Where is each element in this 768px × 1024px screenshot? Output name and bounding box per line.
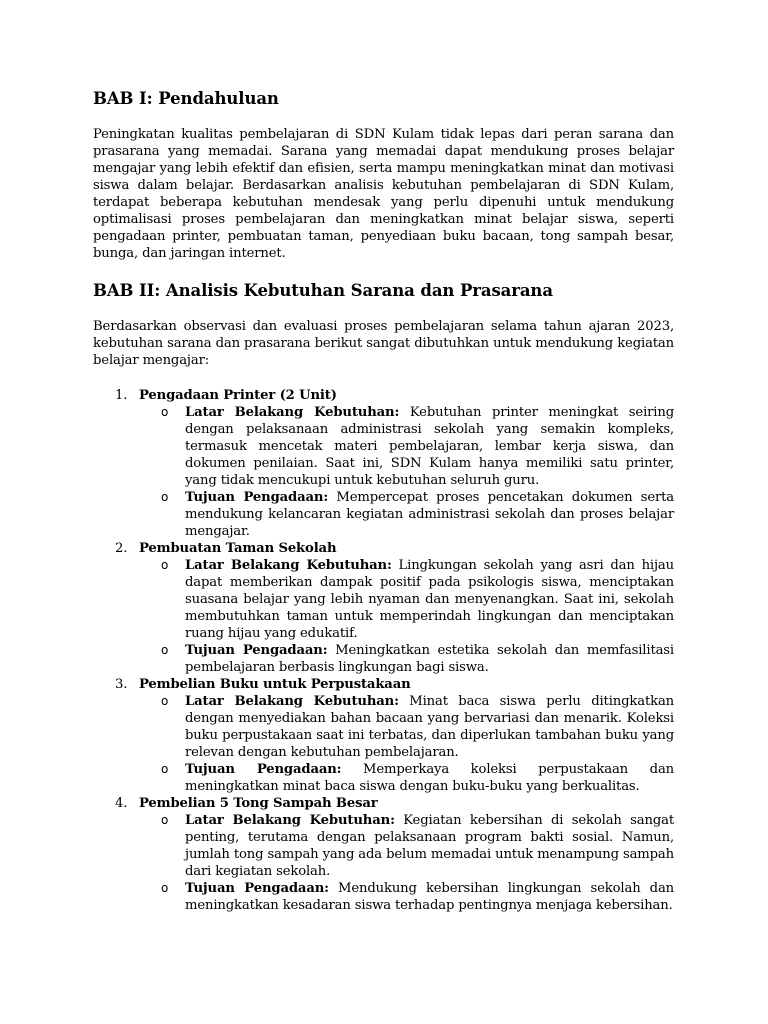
sub-list-item <box>139 761 674 795</box>
bab1-paragraph: Peningkatan kualitas pembelajaran di SDN Kulam tidak lepas dari peran sarana dan prasarana yang memadai. Sarana yang memadai dapat mendukung proses belajar mengajar yang lebih efektif dan efisien, serta mampu meningkatkan minat dan motivasi siswa dalam belajar. Berdasarkan analisis kebutuhan pembelajaran di SDN Kulam, terdapat beberapa kebutuhan mendesak yang perlu dipenuhi untuk mendukung optimalisasi proses pembelajaran dan meningkatkan minat belajar siswa, seperti pengadaan printer, pembuatan taman, penyediaan buku bacaan, tong sampah besar, bunga, dan jaringan internet. <box>93 127 674 261</box>
bab2-heading: BAB II: Analisis Kebutuhan Sarana dan Prasarana <box>93 281 553 300</box>
point-text: Mempercepat proses pencetakan dokumen serta mendukung kelancaran kegiatan administrasi sekolah dan proses belajar mengajar. <box>185 490 675 539</box>
item-number: 4. <box>115 796 128 811</box>
point-label: Tujuan Pengadaan: <box>185 490 329 505</box>
point-text: Lingkungan sekolah yang asri dan hijau dapat memberikan dampak positif pada psikologis siswa, menciptakan suasana belajar yang lebih nyaman dan menyenangkan. Saat ini, sekolah membutuhkan taman untuk memperindah lingkungan dan menciptakan ruang hijau yang edukatif. <box>185 558 674 641</box>
point-text: Mendukung kebersihan lingkungan sekolah dan meningkatkan kesadaran siswa terhadap pentingnya menjaga kebersihan. <box>185 881 675 913</box>
bab2-paragraph: Berdasarkan observasi dan evaluasi proses pembelajaran selama tahun ajaran 2023, kebutuhan sarana dan prasarana berikut sangat dibutuhkan untuk mendukung kegiatan belajar mengajar: <box>93 319 674 368</box>
point-label: Latar Belakang Kebutuhan: <box>185 558 392 573</box>
item-title: Pembuatan Taman Sekolah <box>139 541 337 556</box>
circle-bullet-icon: o <box>161 643 169 657</box>
point-label: Latar Belakang Kebutuhan: <box>185 813 395 828</box>
sub-list-item <box>139 693 674 761</box>
point-label: Tujuan Pengadaan: <box>185 643 328 658</box>
sub-list-item <box>139 557 674 642</box>
circle-bullet-icon: o <box>161 813 169 827</box>
point-text: Kegiatan kebersihan di sekolah sangat penting, terutama dengan pelaksanaan program bakti sosial. Namun, jumlah tong sampah yang ada belum memadai untuk menampung sampah dari kegiatan sekolah. <box>185 813 674 879</box>
needs-list <box>93 387 674 914</box>
point-text: Kebutuhan printer meningkat seiring dengan pelaksanaan administrasi sekolah yang semakin kompleks, termasuk mencetak materi pembelajaran, lembar kerja siswa, dan dokumen penilaian. Saat ini, SDN Kulam hanya memiliki satu printer, yang tidak mencukupi untuk kebutuhan seluruh guru. <box>185 405 674 488</box>
item-number: 2. <box>115 541 128 556</box>
sub-list <box>139 404 674 540</box>
bab1-heading: BAB I: Pendahuluan <box>93 89 279 108</box>
sub-list-item <box>139 642 674 676</box>
point-text: Memperkaya koleksi perpustakaan dan meningkatkan minat baca siswa dengan buku-buku yang berkualitas. <box>185 762 674 794</box>
circle-bullet-icon: o <box>161 881 169 895</box>
sub-list-item <box>139 812 674 880</box>
list-item <box>93 387 674 540</box>
sub-list <box>139 693 674 795</box>
point-label: Tujuan Pengadaan: <box>185 881 329 896</box>
sub-list-item <box>139 489 674 540</box>
point-label: Tujuan Pengadaan: <box>185 762 342 777</box>
sub-list-item <box>139 880 674 914</box>
item-number: 1. <box>115 388 128 403</box>
item-title: Pembelian 5 Tong Sampah Besar <box>139 796 378 811</box>
item-number: 3. <box>115 677 128 692</box>
circle-bullet-icon: o <box>161 558 169 572</box>
sub-list <box>139 812 674 914</box>
point-label: Latar Belakang Kebutuhan: <box>185 694 399 709</box>
circle-bullet-icon: o <box>161 405 169 419</box>
sub-list <box>139 557 674 676</box>
sub-list-item <box>139 404 674 489</box>
list-item <box>93 795 674 914</box>
point-label: Latar Belakang Kebutuhan: <box>185 405 400 420</box>
item-title: Pengadaan Printer (2 Unit) <box>139 388 337 403</box>
list-item <box>93 540 674 676</box>
circle-bullet-icon: o <box>161 490 169 504</box>
item-title: Pembelian Buku untuk Perpustakaan <box>139 677 411 692</box>
circle-bullet-icon: o <box>161 762 169 776</box>
point-text: Meningkatkan estetika sekolah dan memfasilitasi pembelajaran berbasis lingkungan bagi siswa. <box>185 643 674 675</box>
circle-bullet-icon: o <box>161 694 169 708</box>
point-text: Minat baca siswa perlu ditingkatkan dengan menyediakan bahan bacaan yang bervariasi dan menarik. Koleksi buku perpustakaan saat ini terbatas, dan diperlukan tambahan buku yang relevan dengan kebutuhan pembelajaran. <box>185 694 674 760</box>
list-item <box>93 676 674 795</box>
